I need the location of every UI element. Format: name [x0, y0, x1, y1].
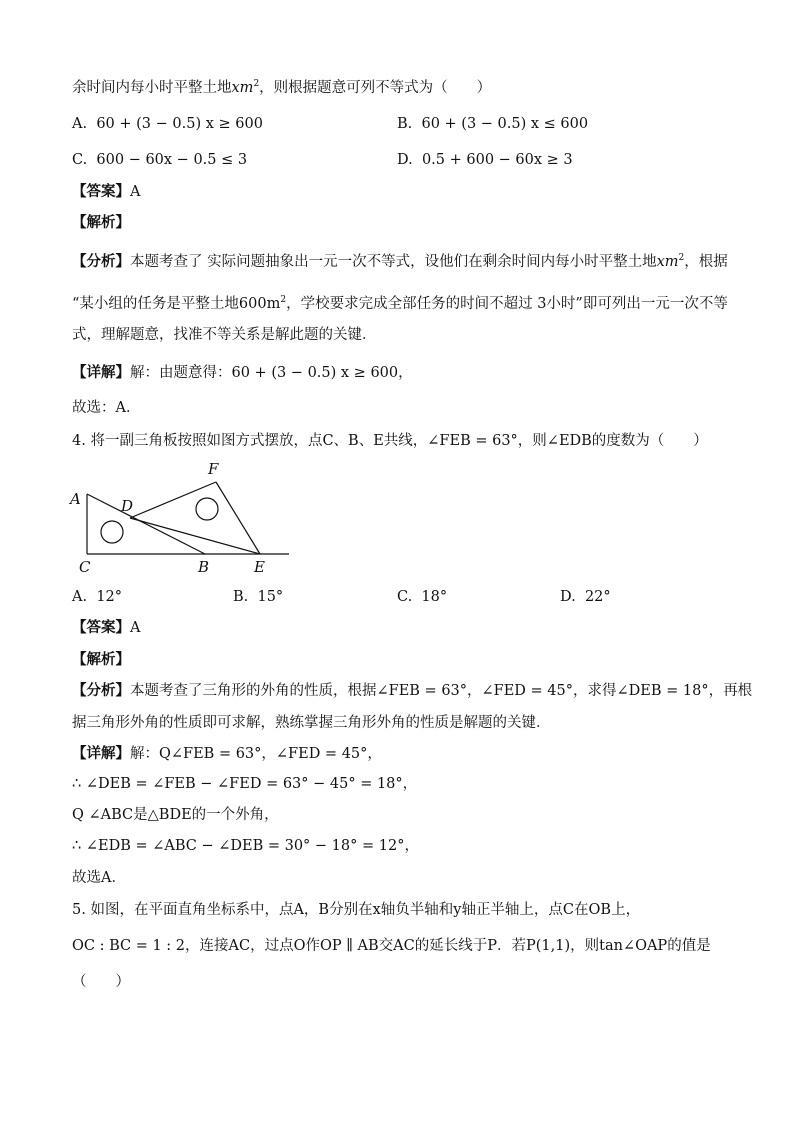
- q4-conclusion: 故选A．: [72, 870, 126, 886]
- q3-analysis-heading: 【解析】: [72, 214, 130, 231]
- triangle-hole-right: [196, 498, 218, 520]
- q3-analysis-line-1: 【分析】本题考查了 实际问题抽象出一元一次不等式，设他们在剩余时间内每小时平整土地$xm^2$，根据: [72, 253, 728, 270]
- q3-option-c[interactable]: C. 600 − 60x − 0.5 ≤ 3: [72, 152, 248, 168]
- q4-detail-4: ∴ ∠EDB = ∠ABC − ∠DEB = 30° − 18° = 12°，: [72, 838, 419, 854]
- label-d: D: [121, 497, 134, 515]
- q3-conclusion: 故选：A．: [72, 400, 141, 416]
- q3-analysis-line-3: 式，理解题意，找准不等关系是解此题的关键．: [72, 327, 377, 343]
- q5-stem-line-2: OC : BC = 1 : 2，连接AC，过点O作OP ∥ AB交AC的延长线于P．若P(1,1)，则tan∠OAP的值是: [72, 938, 711, 954]
- triangle-figure: [66, 458, 306, 578]
- q4-answer: 【答案】A: [72, 619, 141, 636]
- q4-detail-3: Q ∠ABC是△BDE的一个外角，: [72, 807, 279, 823]
- label-e: E: [254, 558, 265, 576]
- q4-stem: 4. 将一副三角板按照如图方式摆放，点C、B、E共线，∠FEB = 63°，则∠EDB的度数为（ ）: [72, 433, 708, 449]
- q3-option-d[interactable]: D. 0.5 + 600 − 60x ≥ 3: [397, 152, 573, 168]
- q5-stem-line-1: 5. 如图，在平面直角坐标系中，点A，B分别在x轴负半轴和y轴正半轴上，点C在OB上，: [72, 902, 641, 918]
- edge-df: [130, 482, 216, 518]
- q4-option-a[interactable]: A. 12°: [72, 589, 123, 605]
- triangle-hole-left: [101, 521, 123, 543]
- q3-answer: 【答案】A: [72, 183, 141, 200]
- q4-detail-2: ∴ ∠DEB = ∠FEB − ∠FED = 63° − 45° = 18°，: [72, 776, 418, 792]
- q4-detail-1: 【详解】解：Q∠FEB = 63°，∠FED = 45°，: [72, 745, 382, 762]
- q5-stem-line-3: （ ）: [72, 974, 130, 990]
- q3-option-b[interactable]: B. 60 + (3 − 0.5) x ≤ 600: [397, 116, 589, 132]
- label-b: B: [198, 558, 210, 576]
- label-a: A: [70, 490, 81, 508]
- q3-analysis-line-2: “某小组的任务是平整土地$600m^2$，学校要求完成全部任务的时间不超过 3小时”即可列出一元一次不等: [72, 295, 728, 312]
- q3-stem: 余时间内每小时平整土地$xm^2$，则根据题意可列不等式为（ ）: [72, 79, 492, 96]
- q3-option-a[interactable]: A. 60 + (3 − 0.5) x ≥ 600: [72, 116, 263, 132]
- q4-option-d[interactable]: D. 22°: [560, 589, 611, 605]
- label-f: F: [208, 460, 219, 478]
- q4-analysis-heading: 【解析】: [72, 651, 130, 668]
- q3-detail: 【详解】解：由题意得：60 + (3 − 0.5) x ≥ 600，: [72, 364, 413, 381]
- q4-option-c[interactable]: C. 18°: [397, 589, 448, 605]
- label-c: C: [79, 558, 91, 576]
- q4-analysis-line-2: 据三角形外角的性质即可求解，熟练掌握三角形外角的性质是解题的关键．: [72, 715, 551, 731]
- q4-option-b[interactable]: B. 15°: [233, 589, 284, 605]
- q4-analysis-line-1: 【分析】本题考查了三角形的外角的性质，根据∠FEB = 63°，∠FED = 45°，求得∠DEB = 18°，再根: [72, 682, 753, 699]
